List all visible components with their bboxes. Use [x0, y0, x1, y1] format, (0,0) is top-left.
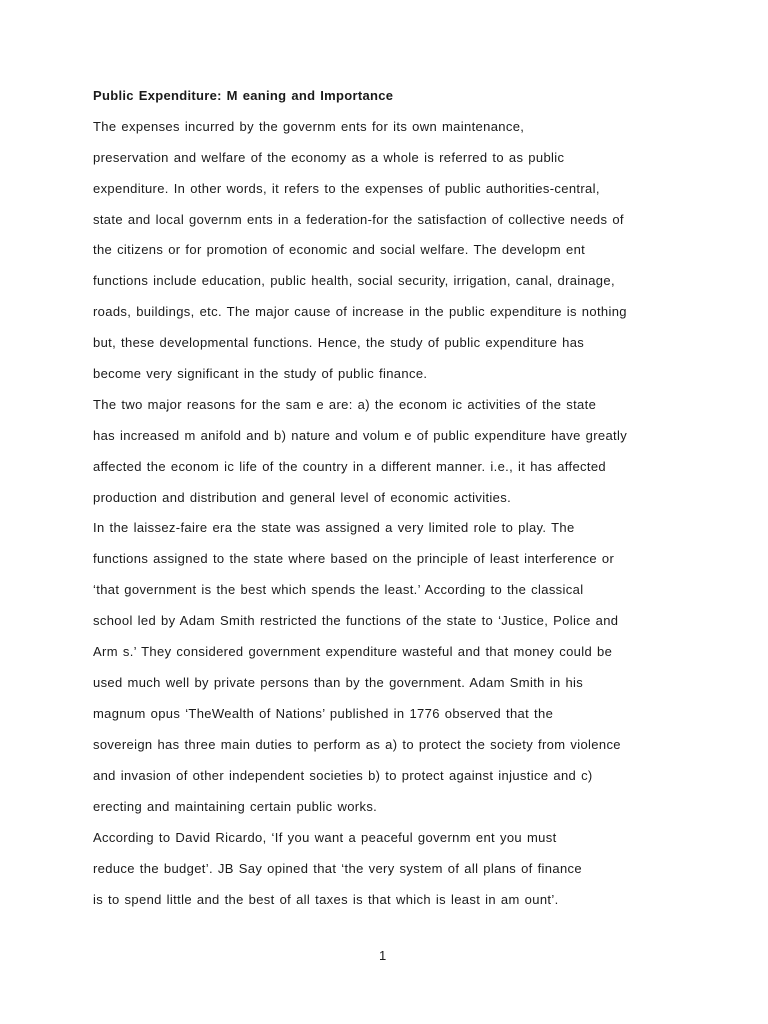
body-line: In the laissez-faire era the state was assigned a very limited role to play. The: [93, 520, 575, 535]
body-line: expenditure. In other words, it refers to the expenses of public authorities-central,: [93, 181, 600, 196]
body-line: reduce the budget’. JB Say opined that ‘the very system of all plans of finance: [93, 861, 582, 876]
body-line: become very significant in the study of public finance.: [93, 366, 428, 381]
document-title: Public Expenditure: M eaning and Importance: [93, 88, 394, 103]
body-line: ‘that government is the best which spends the least.’ According to the classical: [93, 582, 584, 597]
body-line: state and local governm ents in a federation-for the satisfaction of collective needs of: [93, 212, 624, 227]
body-line: production and distribution and general level of economic activities.: [93, 490, 512, 505]
body-line: and invasion of other independent societies b) to protect against injustice and c): [93, 768, 593, 783]
body-line: The two major reasons for the sam e are: a) the econom ic activities of the state: [93, 397, 597, 412]
body-line: has increased m anifold and b) nature and volum e of public expenditure have greatly: [93, 428, 628, 443]
body-line: The expenses incurred by the governm ents for its own maintenance,: [93, 119, 525, 134]
body-line: school led by Adam Smith restricted the functions of the state to ‘Justice, Police and: [93, 613, 619, 628]
body-line: is to spend little and the best of all taxes is that which is least in am ount’.: [93, 892, 559, 907]
body-line: functions include education, public health, social security, irrigation, canal, drainage,: [93, 273, 615, 288]
body-line: Arm s.’ They considered government expenditure wasteful and that money could be: [93, 644, 613, 659]
body-line: preservation and welfare of the economy as a whole is referred to as public: [93, 150, 565, 165]
body-line: roads, buildings, etc. The major cause of increase in the public expenditure is nothing: [93, 304, 627, 319]
body-line: According to David Ricardo, ‘If you want a peaceful governm ent you must: [93, 830, 557, 845]
page-number: 1: [379, 948, 387, 963]
body-line: magnum opus ‘TheWealth of Nations’ published in 1776 observed that the: [93, 706, 554, 721]
body-line: sovereign has three main duties to perform as a) to protect the society from violence: [93, 737, 621, 752]
body-line: the citizens or for promotion of economic and social welfare. The developm ent: [93, 242, 586, 257]
body-line: affected the econom ic life of the country in a different manner. i.e., it has affected: [93, 459, 607, 474]
body-line: functions assigned to the state where based on the principle of least interference or: [93, 551, 615, 566]
body-line: used much well by private persons than by the government. Adam Smith in his: [93, 675, 584, 690]
body-line: but, these developmental functions. Hence, the study of public expenditure has: [93, 335, 585, 350]
body-line: erecting and maintaining certain public works.: [93, 799, 378, 814]
